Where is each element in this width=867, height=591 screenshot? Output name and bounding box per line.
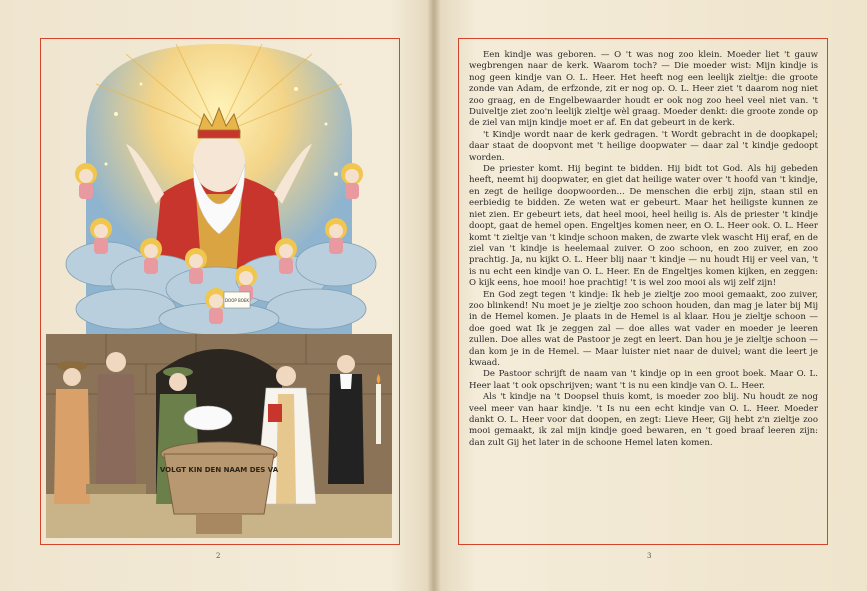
paragraph: 't Kindje wordt naar de kerk gedragen. 't Wordt gebracht in de doopkapel; daar staat de doopvont met 't heilige doopwater — daar zal 't kindje gedoopt worden. (469, 129, 818, 163)
paragraph: De priester komt. Hij begint te bidden. Hij bidt tot God. Als hij gebeden heeft, neemt hij doopwater, en giet dat heilige water over 't hoofd van 't kindje, en zegt de heilige doopwoorden... De menschen die erbij zijn, staan stil en eerbiedig te bidden. Ze weten wat er gebeurt. Maar het heiligste kunnen ze niet zien. Er gebeurt iets, dat heel mooi, heel heilig is. Als de priester 't kindje doopt, gaat de hemel open. Engeltjes komen neer, en O. L. Heer ook. O. L. Heer komt 't zieltje van 't kindje schoon maken, de zwarte vlek wascht Hij eraf, en de ziel van 't kindje is heelemaal zuiver. O zoo schoon, en zoo zuiver, en zoo prachtig. Ja, nu kijkt O. L. Heer blij naar 't kindje — nu houdt Hij er veel van, 't is nu echt een kindje van O. L. Heer. En de Engeltjes komen kijken, en zeggen: O kijk eens, hoe mooi! hoe prachtig! 't is wel zoo mooi als wij zelf zijn! (469, 164, 818, 289)
bench (86, 484, 146, 494)
altar-boy-figure (328, 355, 364, 484)
story-text (469, 50, 818, 449)
baptism-illustration (46, 44, 392, 538)
left-page-number: 2 (216, 552, 221, 560)
right-page-number: 3 (647, 552, 652, 560)
right-page (434, 0, 867, 591)
paragraph: Als 't kindje na 't Doopsel thuis komt, is moeder zoo blij. Nu houdt ze nog veel meer van haar kindje. 't Is nu een echt kindje van O. L. Heer. Moeder dankt O. L. Heer voor dat doopen, en zegt: Lieve Heer, Gij hebt z'n zieltje zoo mooi gemaakt, ik zal mijn kindje goed bewaren, en 't goed braaf leeren zijn: dan zult Gij het later in de schoone Hemel laten komen. (469, 392, 818, 448)
book-inscription: DOOP BOEK (224, 298, 250, 303)
paragraph: De Pastoor schrijft de naam van 't kindje op in een groot boek. Maar O. L. Heer laat 't ook opschrijven; want 't is nu een kindje van O. L. Heer. (469, 369, 818, 391)
paragraph: En God zegt tegen 't kindje: Ik heb je zieltje zoo mooi gemaakt, zoo zuiver, zoo blinkend! Nu moet je je zieltje zoo schoon houden, dan mag je later bij Mij in de Hemel komen. Je plaats in de Hemel is al klaar. Hou je zieltje schoon — doe goed wat Ik je zeggen zal — doe alles wat vader en moeder je leeren zullen. Doe alles wat de Pastoor je zegt en leert. Dan hou je je zieltje schoon — dan kom je in de Hemel. — Maar luister niet naar de duivel; want die leert je kwaad. (469, 289, 818, 368)
font-inscription: VOLGT KIN DEN NAAM DES VA (159, 466, 279, 474)
candle (376, 384, 381, 444)
paragraph: Een kindje was geboren. — O 't was nog zoo klein. Moeder liet 't gauw wegbrengen naar de kerk. Waarom toch? — Die moeder wist: Mijn kindje is nog geen kindje van O. L. Heer. Het heeft nog een leelijk zieltje: die groote zonde van Adam, de erfzonde, zit er nog op. O. L. Heer ziet 't daarom nog niet zoo graag, en de Engelbewaarder houdt er ook nog zoo heel veel niet van. 't Duiveltje ziet zoo'n leelijk zieltje wèl graag. Moeder denkt: die groote zonde op de ziel van mijn kindje moet er af. En dat gebeurt in de kerk. (469, 50, 818, 129)
